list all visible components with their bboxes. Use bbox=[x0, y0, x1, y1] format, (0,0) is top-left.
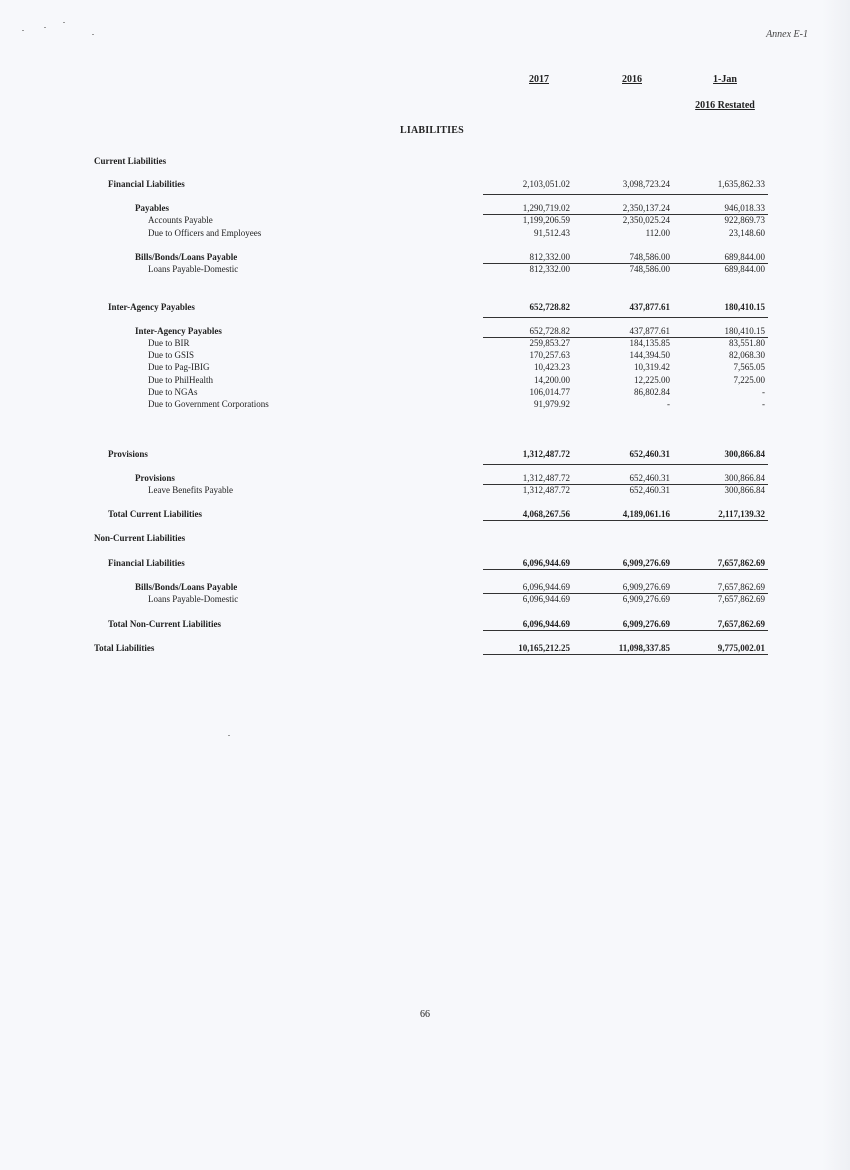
value-cell: 6,096,944.69 bbox=[522, 582, 570, 592]
value-cell: 83,551.80 bbox=[729, 338, 765, 348]
rule-line bbox=[483, 464, 768, 465]
section-title: LIABILITIES bbox=[400, 125, 464, 136]
value-cell: 2,117,139.32 bbox=[718, 509, 765, 519]
value-cell: 7,657,862.69 bbox=[717, 558, 765, 568]
row-label: Due to PhilHealth bbox=[148, 375, 213, 385]
value-cell: 259,853.27 bbox=[529, 338, 570, 348]
rule-line bbox=[483, 194, 768, 195]
value-cell: 10,165,212.25 bbox=[518, 643, 570, 653]
scan-speck bbox=[63, 22, 65, 23]
column-header-2016: 2016 bbox=[622, 74, 642, 85]
row-label: Non-Current Liabilities bbox=[94, 533, 186, 543]
value-cell: 652,728.82 bbox=[529, 302, 570, 312]
value-cell: 437,877.61 bbox=[629, 326, 670, 336]
value-cell: 1,199,206.59 bbox=[522, 215, 570, 225]
value-cell: 437,877.61 bbox=[629, 302, 670, 312]
row-label: Total Liabilities bbox=[94, 643, 155, 653]
value-cell: 7,657,862.69 bbox=[717, 582, 765, 592]
value-cell: 23,148.60 bbox=[729, 228, 765, 238]
value-cell: 6,909,276.69 bbox=[622, 619, 670, 629]
row-label: Provisions bbox=[108, 449, 148, 459]
scan-speck bbox=[228, 735, 230, 736]
value-cell: 91,979.92 bbox=[534, 399, 570, 409]
value-cell: 10,423.23 bbox=[534, 362, 570, 372]
rule-line bbox=[483, 484, 768, 485]
row-label: Loans Payable-Domestic bbox=[148, 264, 239, 274]
value-cell: 180,410.15 bbox=[724, 302, 765, 312]
row-label: Bills/Bonds/Loans Payable bbox=[135, 252, 238, 262]
value-cell: 4,068,267.56 bbox=[522, 509, 570, 519]
rule-line bbox=[483, 263, 768, 264]
page-number: 66 bbox=[420, 1009, 430, 1020]
rule-line bbox=[483, 654, 768, 655]
value-cell: 652,460.31 bbox=[629, 485, 670, 495]
row-label: Inter-Agency Payables bbox=[108, 302, 195, 312]
value-cell: 7,225.00 bbox=[733, 375, 765, 385]
value-cell: 652,728.82 bbox=[529, 326, 570, 336]
row-label: Total Non-Current Liabilities bbox=[108, 619, 222, 629]
value-cell: 6,096,944.69 bbox=[522, 558, 570, 568]
rule-line bbox=[483, 630, 768, 631]
value-cell: 9,775,002.01 bbox=[717, 643, 765, 653]
row-label: Leave Benefits Payable bbox=[148, 485, 233, 495]
rule-line bbox=[483, 569, 768, 570]
row-label: Payables bbox=[135, 203, 170, 213]
value-cell: 112.00 bbox=[645, 228, 670, 238]
value-cell: 184,135.85 bbox=[629, 338, 670, 348]
value-cell: 6,909,276.69 bbox=[622, 558, 670, 568]
scan-speck bbox=[22, 30, 24, 31]
value-cell: 14,200.00 bbox=[534, 375, 570, 385]
value-cell: 91,512.43 bbox=[534, 228, 570, 238]
row-label: Total Current Liabilities bbox=[108, 509, 203, 519]
rule-line bbox=[483, 520, 768, 521]
rule-line bbox=[483, 214, 768, 215]
scan-speck bbox=[92, 34, 94, 35]
value-cell: - bbox=[667, 399, 670, 409]
value-cell: 3,098,723.24 bbox=[622, 179, 670, 189]
column-subheader-restated: 2016 Restated bbox=[695, 100, 755, 111]
row-label: Inter-Agency Payables bbox=[135, 326, 222, 336]
value-cell: 10,319.42 bbox=[634, 362, 670, 372]
value-cell: 2,103,051.02 bbox=[522, 179, 570, 189]
value-cell: 652,460.31 bbox=[629, 449, 670, 459]
value-cell: 106,014.77 bbox=[529, 387, 570, 397]
rule-line bbox=[483, 317, 768, 318]
value-cell: 6,909,276.69 bbox=[622, 582, 670, 592]
row-label: Financial Liabilities bbox=[108, 558, 185, 568]
value-cell: 300,866.84 bbox=[724, 449, 765, 459]
value-cell: 6,096,944.69 bbox=[522, 594, 570, 604]
value-cell: 946,018.33 bbox=[724, 203, 765, 213]
row-label: Due to NGAs bbox=[148, 387, 198, 397]
column-header-1-jan: 1-Jan bbox=[713, 74, 737, 85]
rule-line bbox=[483, 337, 768, 338]
row-label: Loans Payable-Domestic bbox=[148, 594, 239, 604]
row-label: Provisions bbox=[135, 473, 175, 483]
value-cell: 300,866.84 bbox=[724, 485, 765, 495]
value-cell: - bbox=[762, 387, 765, 397]
row-label: Due to BIR bbox=[148, 338, 190, 348]
value-cell: 1,312,487.72 bbox=[522, 485, 570, 495]
value-cell: 7,657,862.69 bbox=[717, 594, 765, 604]
value-cell: 82,068.30 bbox=[729, 350, 765, 360]
scan-edge bbox=[822, 0, 850, 1170]
value-cell: - bbox=[762, 399, 765, 409]
row-label: Due to Government Corporations bbox=[148, 399, 269, 409]
value-cell: 6,909,276.69 bbox=[622, 594, 670, 604]
value-cell: 2,350,025.24 bbox=[622, 215, 670, 225]
value-cell: 1,635,862.33 bbox=[717, 179, 765, 189]
value-cell: 86,802.84 bbox=[634, 387, 670, 397]
row-label: Due to GSIS bbox=[148, 350, 195, 360]
row-label: Due to Officers and Employees bbox=[148, 228, 262, 238]
row-label: Financial Liabilities bbox=[108, 179, 185, 189]
row-label: Due to Pag-IBIG bbox=[148, 362, 210, 372]
annex-label: Annex E-1 bbox=[766, 29, 808, 40]
value-cell: 1,312,487.72 bbox=[522, 449, 570, 459]
value-cell: 11,098,337.85 bbox=[618, 643, 670, 653]
scan-speck bbox=[44, 27, 46, 28]
value-cell: 922,869.73 bbox=[724, 215, 765, 225]
value-cell: 1,312,487.72 bbox=[522, 473, 570, 483]
value-cell: 144,394.50 bbox=[629, 350, 670, 360]
value-cell: 812,332.00 bbox=[529, 252, 570, 262]
column-header-2017: 2017 bbox=[529, 74, 549, 85]
rule-line bbox=[483, 593, 768, 594]
value-cell: 689,844.00 bbox=[724, 252, 765, 262]
value-cell: 748,586.00 bbox=[629, 252, 670, 262]
value-cell: 689,844.00 bbox=[724, 264, 765, 274]
value-cell: 1,290,719.02 bbox=[522, 203, 570, 213]
row-label: Current Liabilities bbox=[94, 156, 167, 166]
value-cell: 2,350,137.24 bbox=[622, 203, 670, 213]
value-cell: 170,257.63 bbox=[529, 350, 570, 360]
value-cell: 12,225.00 bbox=[634, 375, 670, 385]
value-cell: 300,866.84 bbox=[724, 473, 765, 483]
value-cell: 812,332.00 bbox=[529, 264, 570, 274]
value-cell: 4,189,061.16 bbox=[622, 509, 670, 519]
value-cell: 7,565.05 bbox=[733, 362, 765, 372]
value-cell: 180,410.15 bbox=[724, 326, 765, 336]
row-label: Bills/Bonds/Loans Payable bbox=[135, 582, 238, 592]
value-cell: 748,586.00 bbox=[629, 264, 670, 274]
value-cell: 7,657,862.69 bbox=[717, 619, 765, 629]
value-cell: 652,460.31 bbox=[629, 473, 670, 483]
value-cell: 6,096,944.69 bbox=[522, 619, 570, 629]
row-label: Accounts Payable bbox=[148, 215, 213, 225]
